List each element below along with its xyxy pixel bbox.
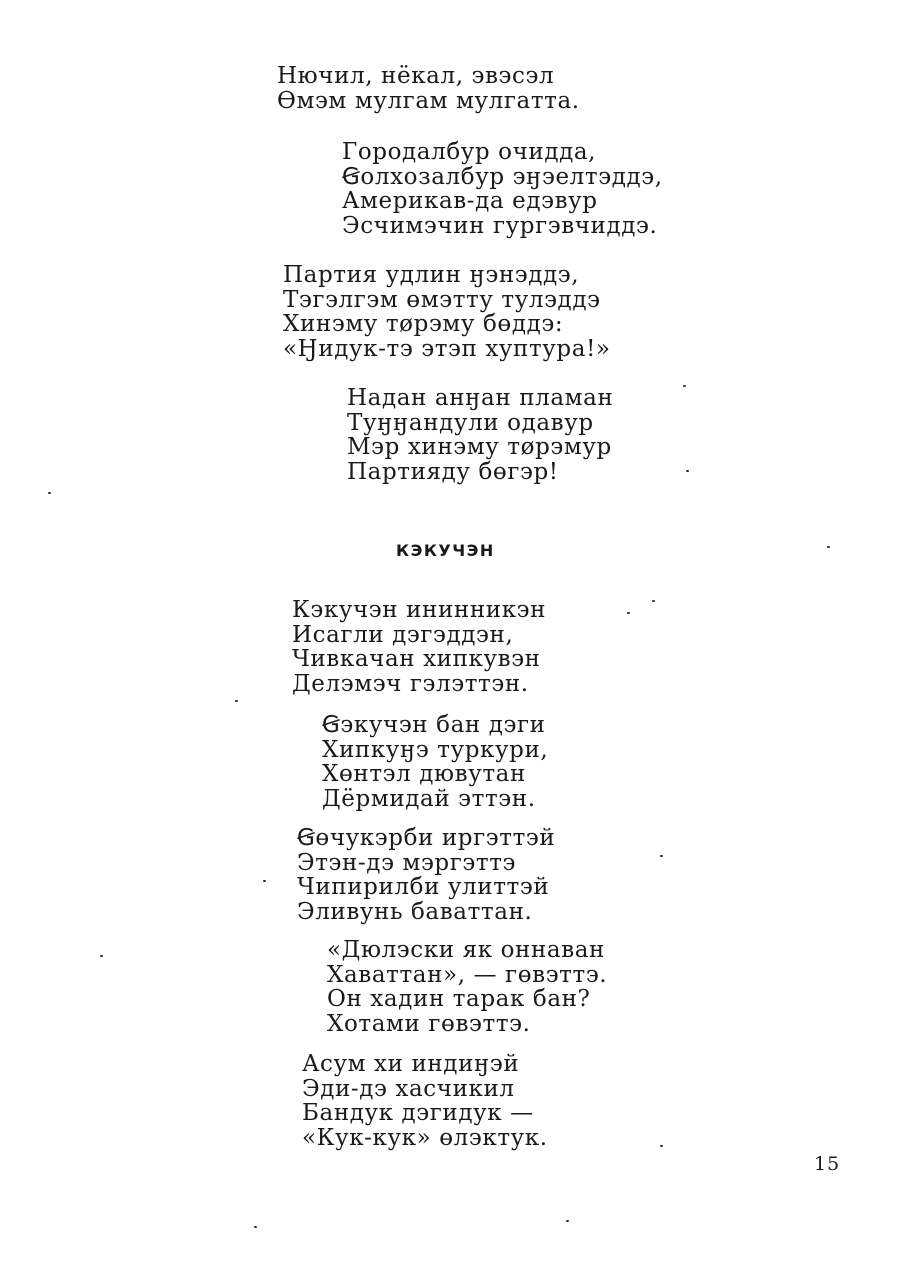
verse-line: Этэн-дэ мэргэттэ [297, 849, 517, 876]
scan-speck [263, 880, 266, 882]
verse-line: «Дюлэски як оннаван [327, 937, 605, 963]
verse-line: Хинэму тøрэму бөддэ: [283, 311, 564, 337]
verse-line: Хөнтэл дювутан [322, 761, 526, 787]
verse-line: Ꞡөчукэрби иргэттэй [297, 825, 556, 851]
stanza-4 [347, 386, 613, 484]
scan-speck [683, 385, 686, 387]
stanza-9 [302, 1052, 548, 1150]
verse-line: Эсчимэчин гургэвчиддэ. [342, 212, 658, 239]
poem-title: КЭКУЧЭН [396, 541, 495, 560]
verse-line: Городалбур очидда, [342, 139, 597, 165]
verse-line: Хотами гөвэттэ. [327, 1010, 531, 1037]
scan-speck [100, 955, 103, 957]
verse-line: Чипирилби улиттэй [297, 874, 550, 900]
scan-speck [627, 612, 630, 614]
scan-speck [566, 1220, 569, 1222]
verse-line: «Ӈидук-тэ этэп хуптура!» [283, 335, 611, 362]
verse-line: Эди-дэ хасчикил [302, 1075, 515, 1102]
stanza-6 [322, 713, 548, 811]
scan-speck [686, 470, 689, 472]
verse-line: Ꞡолхозалбур эӈэелтэддэ, [342, 163, 663, 190]
verse-line: Партия удлин ӈэнэддэ, [283, 262, 580, 288]
scan-speck [235, 700, 238, 702]
scan-speck [652, 600, 655, 602]
verse-line: Кэкучэн ининникэн [292, 597, 547, 623]
verse-line: Хипкуӈэ туркури, [322, 736, 549, 763]
verse-line: Нючил, нёкал, эвэсэл [277, 63, 555, 89]
stanza-1 [277, 64, 580, 113]
scan-speck [254, 1226, 257, 1228]
verse-line: Чивкачан хипкувэн [292, 646, 541, 672]
verse-line: «Кук-кук» өлэктук. [302, 1124, 548, 1151]
verse-line: Өмэм мулгам мулгатта. [277, 87, 580, 114]
verse-line: Туӈӈандули одавур [347, 409, 594, 436]
verse-line: Америкав-да едэвур [342, 188, 598, 214]
verse-line: Тэгэлгэм өмэтту тулэддэ [283, 286, 601, 313]
verse-line: Он хадин тарак бан? [327, 986, 591, 1012]
verse-line: Эливунь баваттан. [297, 898, 533, 925]
stanza-5 [292, 598, 546, 696]
verse-line: Делэмэч гэлэттэн. [292, 670, 529, 697]
scan-speck [660, 855, 663, 857]
stanza-2 [342, 140, 663, 238]
verse-line: Дёрмидай эттэн. [322, 785, 536, 812]
scan-speck [660, 1145, 663, 1147]
verse-line: Партияду бөгэр! [347, 458, 559, 485]
scan-speck [827, 546, 830, 548]
verse-line: Хаваттан», — гөвэттэ. [327, 961, 608, 988]
page-number: 15 [814, 1153, 841, 1175]
verse-line: Ꞡэкучэн бан дэги [322, 712, 546, 738]
verse-line: Мэр хинэму тøрэмур [347, 434, 612, 460]
scan-speck [48, 492, 51, 494]
stanza-8 [327, 938, 607, 1036]
verse-line: Асум хи индиӈэй [302, 1051, 520, 1077]
stanza-3 [283, 263, 611, 361]
verse-line: Бандук дэгидук — [302, 1100, 534, 1126]
stanza-7 [297, 826, 555, 924]
verse-line: Надан анӈан пламан [347, 385, 614, 411]
verse-line: Исагли дэгэддэн, [292, 621, 514, 648]
